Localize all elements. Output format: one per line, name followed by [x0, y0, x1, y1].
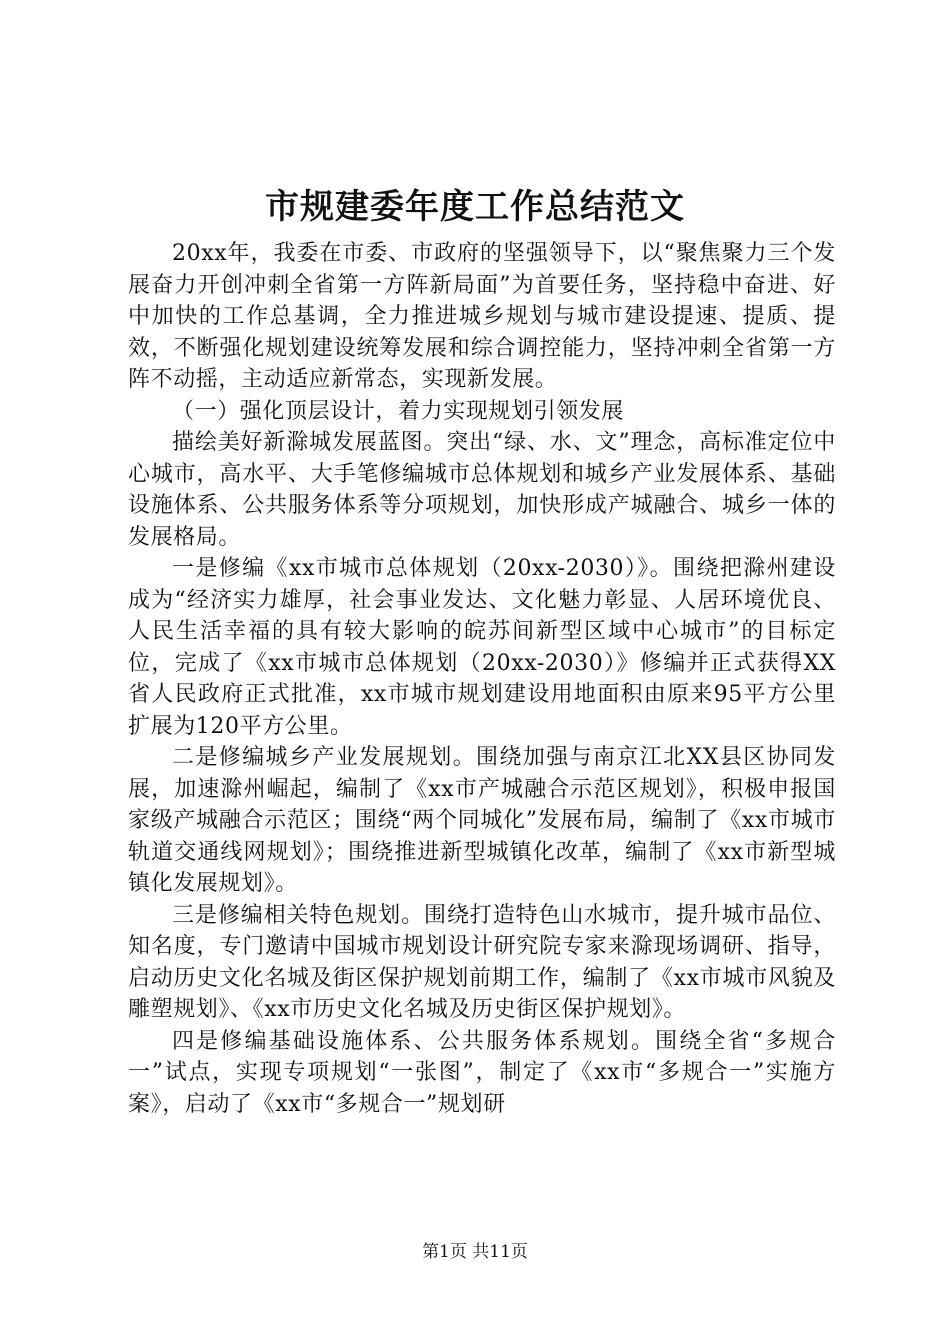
- paragraph-item-2: 二是修编城乡产业发展规划。围绕加强与南京江北XX县区协同发展，加速滁州崛起，编制了《xx市产城融合示范区规划》，积极申报国家级产城融合示范区；围绕“两个同城化”发展布局，编制了《xx市城市轨道交通线网规划》；围绕推进新型城镇化改革，编制了《xx市新型城镇化发展规划》。: [128, 745, 836, 896]
- section-heading-1: （一）强化顶层设计，着力实现规划引领发展: [172, 398, 625, 424]
- page-number-footer: 第1页 共11页: [422, 1242, 528, 1262]
- document-title: 市规建委年度工作总结范文: [265, 187, 685, 227]
- paragraph-item-4: 四是修编基础设施体系、公共服务体系规划。围绕全省“多规合一”试点，实现专项规划“一张图”，制定了《xx市“多规合一”实施方案》，启动了《xx市“多规合一”规划研: [128, 1028, 836, 1117]
- paragraph-intro: 20xx年，我委在市委、市政府的坚强领导下，以“聚焦聚力三个发展奋力开创冲刺全省第一方阵新局面”为首要任务，坚持稳中奋进、好中加快的工作总基调，全力推进城乡规划与城市建设提速、提质、提效，不断强化规划建设统筹发展和综合调控能力，坚持冲刺全省第一方阵不动摇，主动适应新常态，实现新发展。: [128, 241, 836, 392]
- paragraph-item-1: 一是修编《xx市城市总体规划（20xx-2030）》。围绕把滁州建设成为“经济实力雄厚，社会事业发达、文化魅力彰显、人居环境优良、人民生活幸福的具有较大影响的皖苏间新型区域中心城市”的目标定位，完成了《xx市城市总体规划（20xx-2030）》修编并正式获得XX省人民政府正式批准，xx市城市规划建设用地面积由原来95平方公里扩展为120平方公里。: [128, 556, 836, 739]
- paragraph-item-3: 三是修编相关特色规划。围绕打造特色山水城市，提升城市品位、知名度，专门邀请中国城市规划设计研究院专家来滁现场调研、指导，启动历史文化名城及街区保护规划前期工作，编制了《xx市城市风貌及雕塑规划》、《xx市历史文化名城及历史街区保护规划》。: [128, 902, 836, 1022]
- paragraph-overview: 描绘美好新滁城发展蓝图。突出“绿、水、文”理念，高标准定位中心城市，高水平、大手笔修编城市总体规划和城乡产业发展体系、基础设施体系、公共服务体系等分项规划，加快形成产城融合、城乡一体的发展格局。: [128, 430, 836, 550]
- document-body: [128, 238, 836, 1120]
